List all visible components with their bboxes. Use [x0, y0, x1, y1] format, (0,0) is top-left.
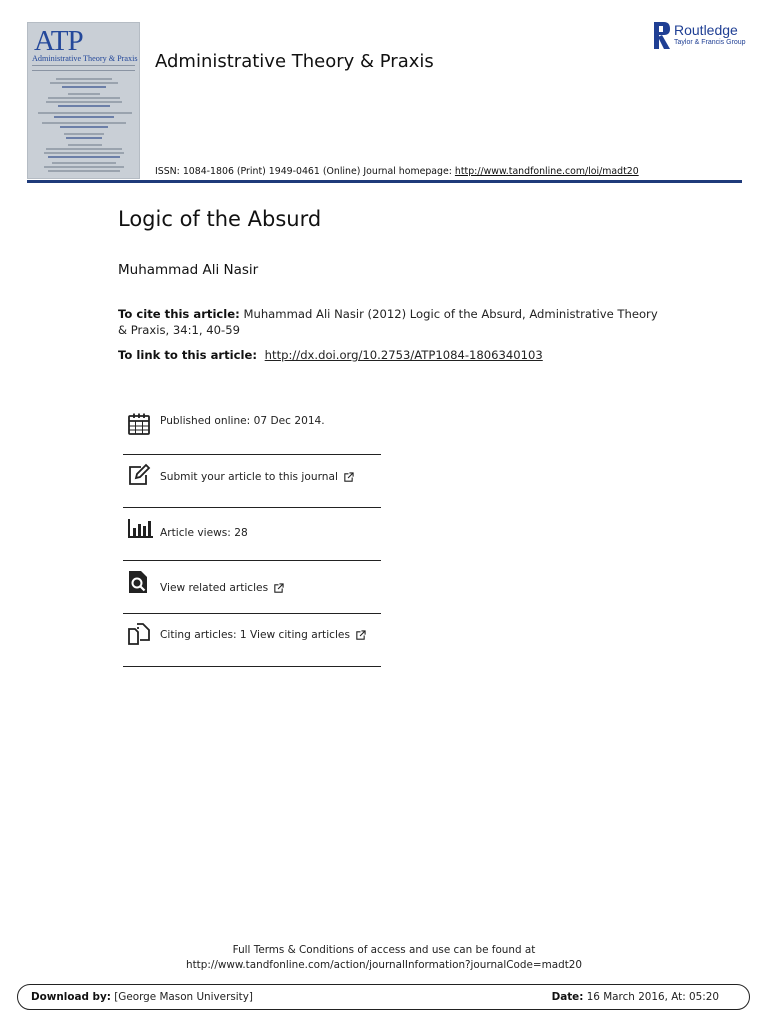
cover-text-line [38, 112, 132, 114]
issn-line [155, 166, 639, 177]
related-articles-text[interactable]: View related articles [160, 582, 269, 594]
journal-title: Administrative Theory & Praxis [155, 51, 434, 72]
calendar-icon [127, 412, 153, 438]
cover-text-line [64, 133, 104, 135]
journal-cover [27, 22, 140, 179]
cover-text-line [68, 144, 102, 146]
publisher-logo[interactable] [654, 22, 746, 49]
routledge-r-icon [654, 22, 670, 49]
cite-text: Muhammad Ali Nasir (2012) Logic of the Absurd, Administrative Theory & Praxis, 34:1, 40-59 [118, 307, 658, 337]
download-value: [George Mason University] [114, 991, 253, 1003]
cover-text-line [58, 105, 110, 107]
cover-text-line [46, 148, 122, 150]
info-item-citing[interactable] [123, 614, 381, 667]
submit-article-text[interactable]: Submit your article to this journal [160, 471, 338, 483]
cover-text-line [50, 82, 118, 84]
info-item-published [123, 402, 381, 455]
cover-text-line [48, 156, 120, 158]
external-link-icon [355, 630, 366, 641]
submit-article-link[interactable] [160, 471, 354, 483]
terms-line-2[interactable]: http://www.tandfonline.com/action/journalInformation?journalCode=madt20 [186, 958, 582, 971]
citation [118, 307, 658, 338]
download-date [552, 991, 719, 1003]
cover-text-line [48, 170, 120, 172]
publisher-name: Routledge [674, 22, 738, 38]
link-label: To link to this article: [118, 348, 257, 362]
cover-divider [32, 70, 135, 71]
cover-text-line [48, 97, 120, 99]
related-articles-link[interactable] [160, 582, 284, 594]
citing-articles-text[interactable]: Citing articles: 1 View citing articles [160, 629, 350, 641]
cover-text-line [56, 78, 112, 80]
issn-text: ISSN: 1084-1806 (Print) 1949-0461 (Online) Journal homepage: [155, 166, 455, 177]
citing-articles-icon [127, 622, 153, 648]
external-link-icon [343, 472, 354, 483]
cover-text-line [44, 166, 124, 168]
terms-note [0, 943, 768, 972]
cover-logo: ATP [34, 25, 83, 57]
info-item-submit[interactable] [123, 455, 381, 508]
date-label: Date: [551, 991, 584, 1003]
article-author: Muhammad Ali Nasir [118, 262, 259, 278]
cover-text-line [44, 152, 124, 154]
edit-icon [127, 463, 153, 489]
search-document-icon [127, 570, 153, 596]
cover-text-line [52, 162, 116, 164]
citing-articles-link[interactable] [160, 629, 366, 641]
journal-homepage-link[interactable]: http://www.tandfonline.com/loi/madt20 [454, 166, 639, 177]
article-title: Logic of the Absurd [118, 207, 322, 231]
cover-text-line [66, 137, 102, 139]
cover-text-line [68, 93, 100, 95]
published-text: Published online: 07 Dec 2014. [160, 415, 325, 427]
views-text: Article views: 28 [160, 527, 248, 539]
doi-link[interactable]: http://dx.doi.org/10.2753/ATP1084-1806340103 [264, 348, 543, 362]
external-link-icon [273, 583, 284, 594]
download-label: Download by: [31, 991, 111, 1003]
info-item-views [123, 508, 381, 561]
header-divider [27, 180, 742, 183]
download-bar [17, 984, 750, 1010]
terms-line-1: Full Terms & Conditions of access and use can be found at [232, 944, 536, 956]
cover-text-line [46, 101, 122, 103]
cover-text-line [62, 86, 106, 88]
date-value: 16 March 2016, At: 05:20 [586, 991, 719, 1003]
article-info-list [123, 402, 381, 667]
bar-chart-icon [127, 516, 153, 542]
cover-text-line [42, 122, 126, 124]
publisher-group: Taylor & Francis Group [674, 39, 746, 46]
cite-label: To cite this article: [118, 307, 240, 321]
article-link [118, 348, 543, 362]
cover-subtitle: Administrative Theory & Praxis [32, 54, 138, 63]
cover-text-line [54, 116, 114, 118]
cover-text-line [60, 126, 108, 128]
info-item-related[interactable] [123, 561, 381, 614]
cover-divider [32, 65, 135, 66]
download-info [31, 991, 253, 1003]
